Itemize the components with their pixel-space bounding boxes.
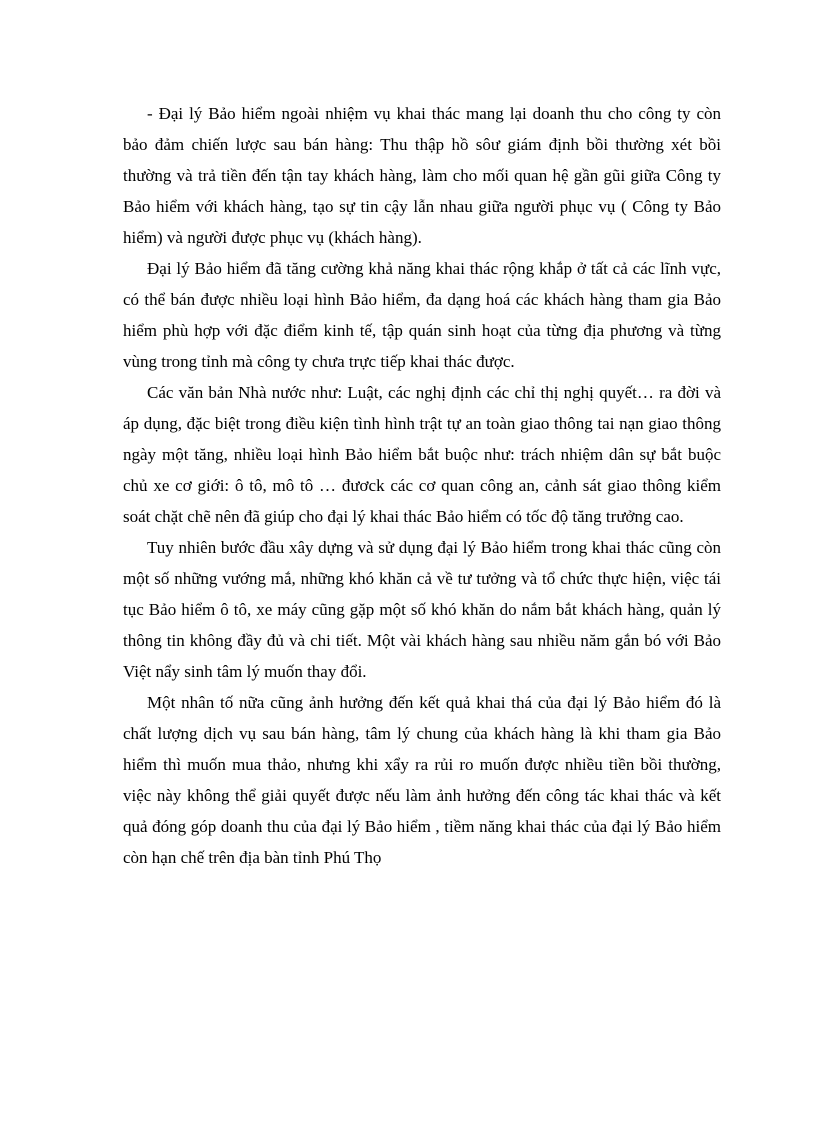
paragraph-difficulties: Tuy nhiên bước đầu xây dựng và sử dụng đại lý Bảo hiểm trong khai thác cũng còn một số những vướng mắ, những khó khăn cả về tư tưởng và tổ chức thực hiện, việc tái tục Bảo hiểm ô tô, xe máy cũng gặp một số khó khăn do nắm bắt khách hàng, quản lý thông tin không đầy đủ và chi tiết. Một vài khách hàng sau nhiều năm gắn bó với Bảo Việt nẩy sinh tâm lý muốn thay đổi.: [123, 538, 721, 681]
paragraph-state-regulations: Các văn bản Nhà nước như: Luật, các nghị định các chỉ thị nghị quyết… ra đời và áp dụng, đặc biệt trong điều kiện tình hình trật tự an toàn giao thông tai nạn giao thông ngày một tăng, nhiều loại hình Bảo hiểm bắt buộc như: trách nhiệm dân sự bắt buộc chủ xe cơ giới: ô tô, mô tô … đươck các cơ quan công an, cảnh sát giao thông kiểm soát chặt chẽ nên đã giúp cho đại lý khai thác Bảo hiểm có tốc độ tăng trưởng cao.: [123, 383, 721, 526]
paragraph-agent-role: - Đại lý Bảo hiểm ngoài nhiệm vụ khai thác mang lại doanh thu cho công ty còn bảo đảm chiến lược sau bán hàng: Thu thập hồ sôư giám định bồi thường xét bồi thường và trả tiền đến tận tay khách hàng, làm cho mối quan hệ gần gũi giữa Công ty Bảo hiểm với khách hàng, tạo sự tin cậy lẫn nhau giữa người phục vụ ( Công ty Bảo hiểm) và người được phục vụ (khách hàng).: [123, 104, 721, 247]
paragraph-agent-expansion: Đại lý Bảo hiểm đã tăng cường khả năng khai thác rộng khắp ở tất cả các lĩnh vực, có thể bán được nhiều loại hình Bảo hiểm, đa dạng hoá các khách hàng tham gia Bảo hiểm phù hợp với đặc điểm kinh tế, tập quán sinh hoạt của từng địa phương và từng vùng trong tỉnh mà công ty chưa trực tiếp khai thác được.: [123, 259, 721, 371]
paragraph-service-quality: Một nhân tố nữa cũng ảnh hưởng đến kết quả khai thá của đại lý Bảo hiểm đó là chất lượng dịch vụ sau bán hàng, tâm lý chung của khách hàng là khi tham gia Bảo hiểm thì muốn mua thảo, nhưng khi xẩy ra rủi ro muốn được nhiều tiền bồi thường, việc này không thể giải quyết được nếu làm ảnh hưởng đến công tác khai thác và kết quả đóng góp doanh thu của đại lý Bảo hiểm , tiềm năng khai thác của đại lý Bảo hiểm còn hạn chế trên địa bàn tỉnh Phú Thọ: [123, 693, 721, 867]
document-body: [123, 98, 721, 873]
